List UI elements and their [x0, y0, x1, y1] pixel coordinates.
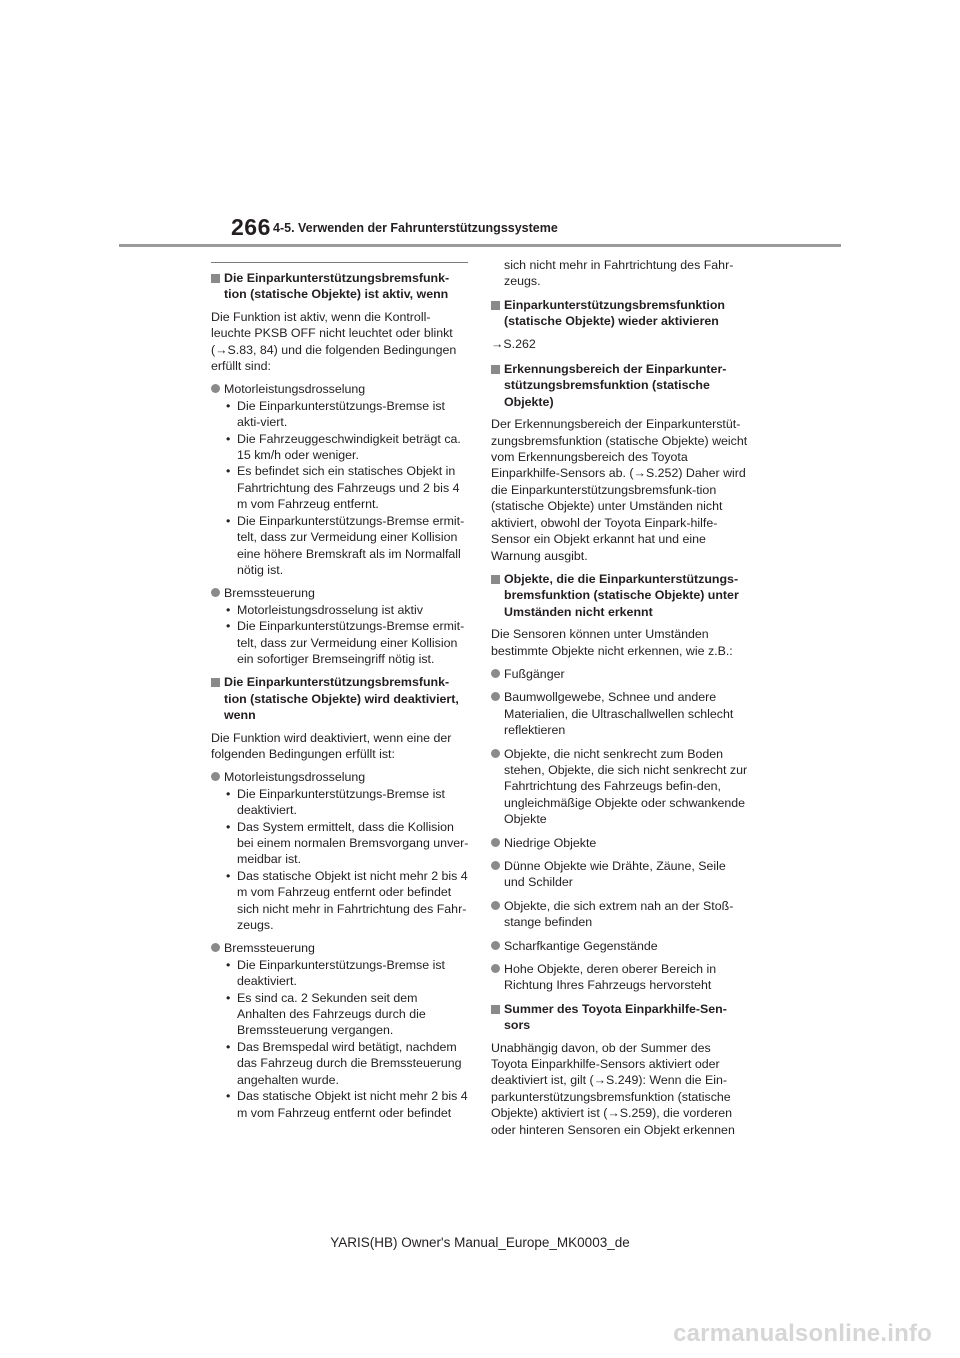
- circle-bullet-icon: [491, 749, 500, 758]
- sub-item: [224, 1039, 469, 1088]
- left-column: [211, 262, 469, 1128]
- bullet-item: [491, 938, 749, 954]
- bullet-group: [211, 381, 469, 578]
- continuation-text: sich nicht mehr in Fahrtrichtung des Fahr-zeugs.: [504, 258, 734, 289]
- paragraph: Der Erkennungsbereich der Einparkunterstüt-zungsbremsfunktion (statische Objekte) weicht vom Erkennungsbereich des Toyota Einparkhilfe-Sensors ab. (→S.252) Daher wird die Einparkunterstützungsbremsfunk-tion (statische Objekte) unter Umständen nicht aktiviert, obwohl der Toyota Einpark-hilfe-Sensor ein Objekt erkannt hat und eine Warnung ausgibt.: [491, 417, 748, 563]
- sub-item-text: Die Einparkunterstützungs-Bremse ermit-telt, dass zur Vermeidung einer Kollision eine höhere Bremskraft als im Normalfall nötig ist.: [237, 513, 465, 577]
- sub-item-text: Es sind ca. 2 Sekunden seit dem Anhalten des Fahrzeugs durch die Bremssteuerung vergangen.: [237, 990, 426, 1038]
- sub-bullet-icon: •: [226, 819, 231, 834]
- circle-bullet-icon: [211, 384, 220, 393]
- bullet-group: [211, 585, 469, 667]
- circle-bullet-icon: [491, 861, 500, 870]
- square-bullet-icon: [491, 301, 500, 310]
- sub-item-text: Die Einparkunterstützungs-Bremse ist deaktiviert.: [237, 957, 445, 989]
- header-rule: [119, 244, 841, 247]
- bullet-title: Bremssteuerung: [224, 586, 315, 601]
- sub-item: [224, 513, 469, 579]
- bullet-text: Objekte, die sich extrem nah an der Stoß-stange befinden: [504, 898, 734, 930]
- bullet-title: Motorleistungsdrosselung: [224, 770, 366, 785]
- section-heading: [211, 270, 469, 303]
- sub-bullet-icon: •: [226, 602, 231, 617]
- sub-item-text: Das statische Objekt ist nicht mehr 2 bis 4 m vom Fahrzeug entfernt oder befindet sich nicht mehr in Fahrtrichtung des Fahr-zeugs.: [237, 868, 468, 933]
- bullet-text: Scharfkantige Gegenstände: [504, 938, 658, 953]
- bullet-text: Hohe Objekte, deren oberer Bereich in Richtung Ihres Fahrzeugs hervorsteht: [504, 962, 717, 993]
- bullet-text: Dünne Objekte wie Drähte, Zäune, Seile und Schilder: [504, 859, 726, 890]
- circle-bullet-icon: [491, 838, 500, 847]
- bullet-item: [491, 689, 749, 738]
- bullet-text: Fußgänger: [504, 666, 565, 681]
- square-bullet-icon: [211, 274, 220, 283]
- sub-bullet-icon: •: [226, 1039, 231, 1054]
- circle-bullet-icon: [491, 669, 500, 678]
- bullet-text: Objekte, die nicht senkrecht zum Boden stehen, Objekte, die sich nicht senkrecht zur Fahrtrichtung des Fahrzeugs befin-den, ungleichmäßige Objekte oder schwankende Objekte: [504, 746, 748, 827]
- sub-bullet-icon: •: [226, 464, 231, 479]
- circle-bullet-icon: [491, 964, 500, 973]
- bullet-item: [491, 666, 749, 682]
- bullet-title: Bremssteuerung: [224, 941, 315, 956]
- section-heading: [491, 1001, 749, 1034]
- bullet-text: Baumwollgewebe, Schnee und andere Materialien, die Ultraschallwellen schlecht reflektieren: [504, 690, 734, 738]
- sub-item: [224, 602, 469, 618]
- sub-item: [224, 819, 469, 868]
- sub-bullet-icon: •: [226, 1089, 231, 1104]
- section-heading-text: Objekte, die die Einparkunterstützungs-bremsfunktion (statische Objekte) unter Umständen nicht erkennt: [504, 571, 739, 619]
- sub-item: [224, 868, 469, 934]
- sub-bullet-icon: •: [226, 513, 231, 528]
- footer-text: YARIS(HB) Owner's Manual_Europe_MK0003_de: [330, 1235, 630, 1250]
- watermark: carmanualsonline.info: [673, 1320, 932, 1347]
- section-heading: [491, 361, 749, 410]
- sub-item: [224, 990, 469, 1039]
- bullet-item: [491, 835, 749, 851]
- chapter-title: 4-5. Verwenden der Fahrunterstützungssysteme: [273, 221, 558, 235]
- paragraph: Die Sensoren können unter Umständen bestimmte Objekte nicht erkennen, wie z.B.:: [491, 627, 733, 658]
- bullet-title: Motorleistungsdrosselung: [224, 382, 366, 397]
- sub-item: [224, 463, 469, 512]
- sub-item: [224, 786, 469, 819]
- bullet-item: [491, 898, 749, 931]
- sub-item-text: Die Einparkunterstützungs-Bremse ist akti-viert.: [237, 398, 445, 430]
- paragraph: Die Funktion ist aktiv, wenn die Kontroll-leuchte PKSB OFF nicht leuchtet oder blinkt (→S.83, 84) und die folgenden Bedingungen erfüllt sind:: [211, 309, 457, 374]
- sub-item-text: Das statische Objekt ist nicht mehr 2 bis 4 m vom Fahrzeug entfernt oder befindet: [237, 1089, 468, 1120]
- sub-bullet-icon: •: [226, 431, 231, 446]
- bullet-item: [491, 746, 749, 828]
- section-heading: [491, 571, 749, 620]
- sub-item: [224, 398, 469, 431]
- bullet-group: [211, 769, 469, 933]
- square-bullet-icon: [491, 575, 500, 584]
- sub-item-text: Die Einparkunterstützungs-Bremse ermit-telt, dass zur Vermeidung einer Kollision ein sofortiger Bremseingriff nötig ist.: [237, 619, 465, 666]
- sub-bullet-icon: •: [226, 990, 231, 1005]
- sub-bullet-icon: •: [226, 868, 231, 883]
- sub-bullet-icon: •: [226, 619, 231, 634]
- sub-bullet-icon: •: [226, 957, 231, 972]
- circle-bullet-icon: [211, 772, 220, 781]
- section-heading-text: Summer des Toyota Einparkhilfe-Sen-sors: [504, 1001, 727, 1033]
- bullet-text: Niedrige Objekte: [504, 835, 597, 850]
- sub-item-text: Motorleistungsdrosselung ist aktiv: [237, 602, 423, 617]
- right-column: [491, 257, 749, 1145]
- section-heading: [491, 297, 749, 330]
- page-number: 266: [231, 214, 271, 240]
- paragraph: Unabhängig davon, ob der Summer des Toyota Einparkhilfe-Sensors aktiviert oder deaktiviert ist, gilt (→S.249): Wenn die Ein-parkunterstützungsbremsfunktion (statische Objekte) aktiviert ist (→S.259), die vorderen oder hinteren Sensoren ein Objekt erkennen: [491, 1040, 735, 1137]
- cross-reference: →S.262: [491, 336, 536, 351]
- section-heading-text: Einparkunterstützungsbremsfunktion (statische Objekte) wieder aktivieren: [504, 297, 725, 329]
- sub-bullet-icon: •: [226, 786, 231, 801]
- bullet-group: [211, 940, 469, 1120]
- circle-bullet-icon: [211, 588, 220, 597]
- sub-item: [224, 618, 469, 667]
- square-bullet-icon: [491, 365, 500, 374]
- square-bullet-icon: [211, 678, 220, 687]
- circle-bullet-icon: [211, 943, 220, 952]
- sub-item-text: Das System ermittelt, dass die Kollision bei einem normalen Bremsvorgang unver-meidbar ist.: [237, 819, 469, 867]
- sub-item-text: Die Einparkunterstützungs-Bremse ist deaktiviert.: [237, 786, 445, 818]
- section-heading-text: Die Einparkunterstützungsbremsfunk-tion (statische Objekte) ist aktiv, wenn: [224, 271, 450, 302]
- square-bullet-icon: [491, 1005, 500, 1014]
- circle-bullet-icon: [491, 692, 500, 701]
- circle-bullet-icon: [491, 901, 500, 910]
- sub-bullet-icon: •: [226, 398, 231, 413]
- bullet-item: [491, 858, 749, 891]
- sub-item-text: Die Fahrzeuggeschwindigkeit beträgt ca. 15 km/h oder weniger.: [237, 431, 461, 463]
- circle-bullet-icon: [491, 941, 500, 950]
- paragraph: Die Funktion wird deaktiviert, wenn eine der folgenden Bedingungen erfüllt ist:: [211, 730, 452, 761]
- section-heading-text: Erkennungsbereich der Einparkunter-stützungsbremsfunktion (statische Objekte): [504, 362, 727, 409]
- sub-item-text: Es befindet sich ein statisches Objekt in Fahrtrichtung des Fahrzeugs und 2 bis 4 m vom Fahrzeug entfernt.: [237, 464, 460, 512]
- sub-item-text: Das Bremspedal wird betätigt, nachdem das Fahrzeug durch die Bremssteuerung angehalten wurde.: [237, 1039, 462, 1087]
- section-heading-text: Die Einparkunterstützungsbremsfunk-tion (statische Objekte) wird deaktiviert, wenn: [224, 675, 459, 723]
- sub-item: [224, 957, 469, 990]
- section-heading: [211, 674, 469, 723]
- sub-item: [224, 431, 469, 464]
- sub-item: [224, 1088, 469, 1121]
- column-rule: [211, 262, 468, 263]
- bullet-item: [491, 961, 749, 994]
